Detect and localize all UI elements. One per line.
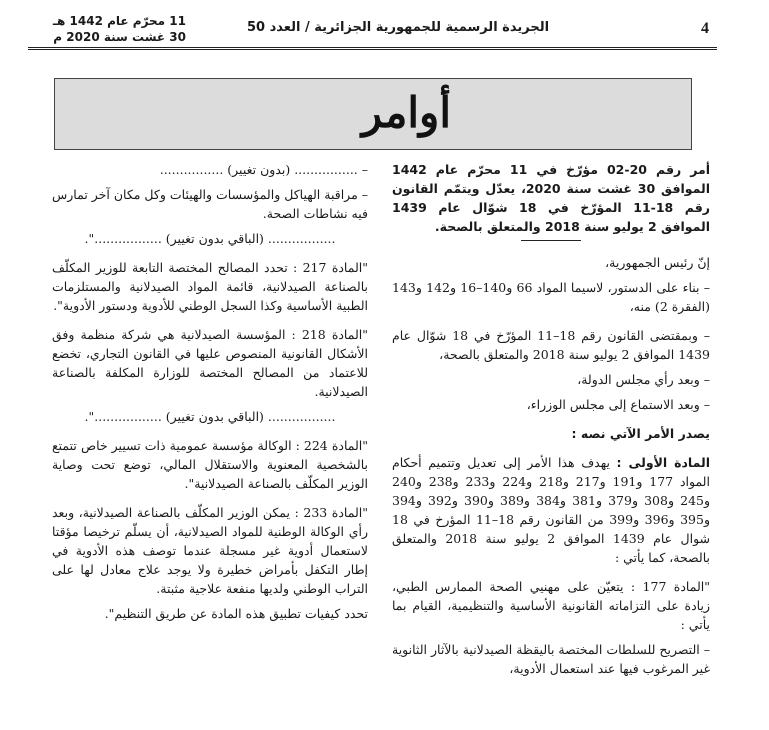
intro: إنّ رئيس الجمهورية، bbox=[605, 255, 710, 270]
article-1 bbox=[392, 453, 710, 567]
section-title: أوامر bbox=[361, 88, 451, 137]
page-number: 4 bbox=[701, 20, 709, 37]
recital-1: – بناء على الدستور، لاسيما المواد 66 و140–16 و142 و143 (الفقرة 2) منه، bbox=[392, 280, 711, 314]
journal-title: الجريدة الرسمية للجمهورية الجزائرية / العدد 50 bbox=[246, 20, 550, 35]
article-217: "المادة 217 : تحدد المصالح المختصة التابعة للوزير المكلّف بالصناعة الصيدلانية، قائمة المواد الصيدلانية والمستلزمات الطبية الأساسية وكذا السجل الوطني للأدوية ودستور الأدوية". bbox=[52, 260, 368, 313]
recital-4: – وبعد الاستماع إلى مجلس الوزراء، bbox=[526, 397, 710, 412]
left-column bbox=[52, 160, 368, 623]
page-header bbox=[28, 8, 717, 50]
recital-2: – وبمقتضى القانون رقم 18–11 المؤرّخ في 18 شوّال عام 1439 الموافق 2 يوليو سنة 2018 والمتعلق بالصحة، bbox=[392, 328, 710, 362]
unchanged-line-1: – ................ (بدون تغيير) ................ bbox=[159, 162, 368, 177]
control-paragraph: – مراقبة الهياكل والمؤسسات والهيئات وكل مكان آخر تمارس فيه نشاطات الصحة. bbox=[52, 187, 368, 221]
unchanged-line-2: ................. (الباقي بدون تغيير) .................". bbox=[84, 231, 336, 246]
recital-3: – وبعد رأي مجلس الدولة، bbox=[577, 372, 710, 387]
section-title-box bbox=[54, 78, 692, 150]
article-177: "المادة 177 : يتعيّن على مهنيي الصحة الممارس الطبي، زيادة على التزاماته القانونية الأساسية والتنظيمية، القيام بما يأتي : bbox=[392, 579, 710, 632]
hijri-date: 11 محرّم عام 1442 هـ bbox=[52, 14, 186, 28]
article-224: "المادة 224 : الوكالة مؤسسة عمومية ذات تسيير خاص تتمتع بالشخصية المعنوية والاستقلال المالي، توضع تحت وصاية الوزير المكلّف بالصناعة الصيدلانية". bbox=[52, 438, 369, 491]
article-1-label: المادة الأولى : bbox=[616, 455, 710, 470]
issue-date bbox=[36, 13, 186, 45]
article-177-item: – التصريح للسلطات المختصة باليقظة الصيدلانية بالآثار الثانوية غير المرغوب فيها عند استعمال الأدوية، bbox=[392, 642, 710, 676]
article-233: "المادة 233 : يمكن الوزير المكلّف بالصناعة الصيدلانية، وبعد رأي الوكالة الوطنية للمواد الصيدلانية، أن يسلّم ترخيصا مؤقتا لاستعمال أدوية غير مسجلة عندما توصف هذه الأدوية في إطار التكفل بأمراض خطيرة ولا يوجد علاج معادل لها على التراب الوطني ولديها منفعة علاجية مثبتة. bbox=[52, 505, 368, 596]
article-218: "المادة 218 : المؤسسة الصيدلانية هي شركة منظمة وفق الأشكال القانونية المنصوص عليها في القانون التجاري، تخضع للاعتماد من المصالح المختصة للوزارة المكلفة بالصناعة الصيدلانية. bbox=[52, 327, 368, 399]
gregorian-date: 30 غشت سنة 2020 م bbox=[53, 30, 186, 44]
right-column bbox=[392, 160, 710, 678]
promulgation: يصدر الأمر الآتي نصه : bbox=[571, 426, 710, 441]
article-233-closing: تحدد كيفيات تطبيق هذه المادة عن طريق التنظيم". bbox=[104, 606, 368, 621]
separator bbox=[521, 240, 581, 241]
unchanged-line-3: ................. (الباقي بدون تغيير) .................". bbox=[84, 409, 336, 424]
article-1-text: يهدف هذا الأمر إلى تعديل وتتميم أحكام المواد 177 و191 و217 و218 و224 و233 و238 و240 و245 و308 و379 و381 و384 و389 و390 و392 و394 و395 و396 و399 من القانون رقم 18–11 المؤرخ في 18 شوال عام 1439 الموافق 2 يوليو سنة 2018 والمتعلق بالصحة، كما يأتي : bbox=[392, 455, 711, 565]
decree-title: أمر رقم 20-02 مؤرّخ في 11 محرّم عام 1442 الموافق 30 غشت سنة 2020، يعدّل ويتمّم القانون رقم 18-11 المؤرّخ في 18 شوّال عام 1439 الموافق 2 يوليو سنة 2018 والمتعلق بالصحة. bbox=[392, 162, 711, 234]
